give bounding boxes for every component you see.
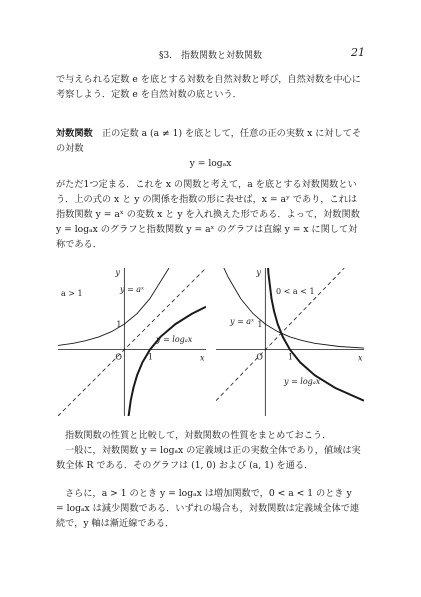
page-header: §3. 指数関数と対数関数	[158, 51, 263, 61]
section-heading: 対数関数	[56, 128, 93, 139]
series-label-log: y = logₐx	[284, 377, 321, 386]
series-line-0	[58, 268, 169, 345]
origin-label: O	[115, 352, 122, 362]
series-line-0	[224, 268, 364, 348]
y-tick-label-1: 1	[116, 320, 122, 330]
series-label-exp: y = aˣ	[120, 285, 144, 294]
page-number: 21	[351, 46, 365, 59]
paragraph-domain-range: 一般に，対数関数 y = logₐx の定義域は正の実数全体であり，値域は実数全体 R である．そのグラフは (1, 0) および (a, 1) を通る．	[56, 445, 361, 471]
condition-label: a > 1	[61, 289, 83, 298]
y-axis-label: y	[115, 268, 120, 277]
paragraph-log-function-intro	[56, 126, 362, 156]
series-label-exp: y = aˣ	[230, 317, 254, 326]
paragraph-properties-intro: 指数関数の性質と比較して，対数関数の性質をまとめておこう．	[65, 430, 332, 441]
paragraph-monotonicity: さらに，a > 1 のとき y = logₐx は増加関数で，0 < a < 1 のとき y = logₐx は減少関数である．いずれの場合も，対数関数は定義域全体で連続で，y 軸は漸近線である．	[56, 488, 360, 529]
condition-label: 0 < a < 1	[276, 287, 315, 296]
paragraph-definition: がただ1つ定まる．これを x の関数と考えて，a を底とする対数関数という．上の式の x と y の関係を指数の形に表せば，x = aʸ であり，これは指数関数 y = aˣ の変数 x と y を入れ換えた形である．よって，対数関数 y = logₐx のグラフと指数関数 y = aˣ のグラフは直線 y = x に関して対称である．	[56, 179, 360, 250]
series-label-log: y = logₐx	[156, 335, 193, 344]
y-axis-label: y	[256, 268, 261, 277]
series-line-1	[129, 307, 206, 416]
formula-log: y = logₐx	[189, 158, 232, 169]
origin-label: O	[256, 352, 263, 362]
x-tick-label-1: 1	[288, 352, 294, 362]
intro-text: 正の定数 a (a ≠ 1) を底として，任意の正の実数 x に対してその対数	[56, 128, 362, 154]
x-axis-label: x	[200, 353, 205, 363]
x-tick-label-1: 1	[147, 352, 153, 362]
y-tick-label-1: 1	[257, 320, 263, 330]
chart-a-lt-1	[210, 262, 370, 422]
x-axis-label: x	[358, 353, 363, 363]
paragraph-natural-log: で与えられる定数 e を底とする対数を自然対数と呼び，自然対数を中心に考察しよう．定数 e を自然対数の底という．	[56, 74, 361, 100]
chart-a-gt-1	[52, 262, 212, 422]
